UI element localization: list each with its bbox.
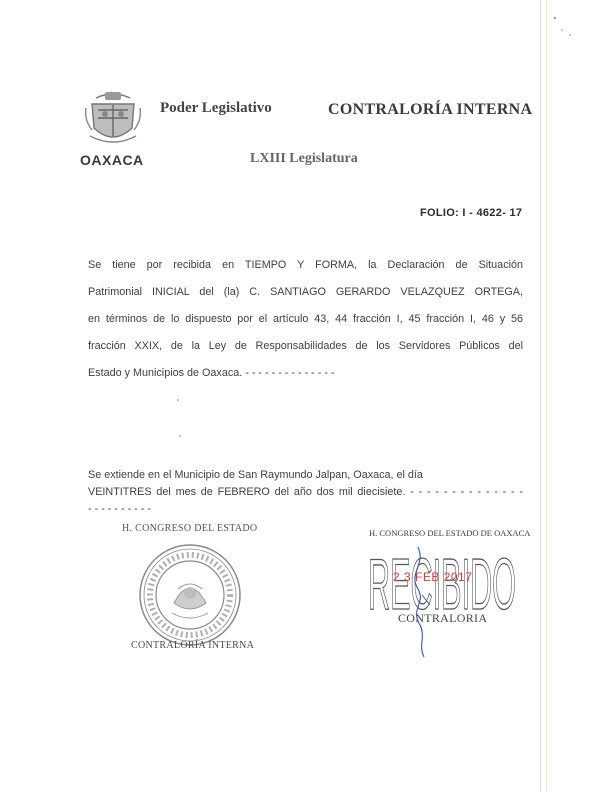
folio-number: FOLIO: I - 4622- 17	[420, 207, 523, 219]
paragraph-line: Se extiende en el Municipio de San Raymundo Jalpan, Oaxaca, el día	[88, 469, 423, 481]
received-date: 2 3 FEB 2017	[393, 570, 473, 584]
logo-label: OAXACA	[80, 152, 144, 168]
paragraph-line: Estado y Municipios de Oaxaca. - - - - - - - - - - - - - -	[88, 367, 335, 379]
legislature-subtitle: LXIII Legislatura	[250, 151, 358, 166]
paragraph-line: Se tiene por recibida en TIEMPO Y FORMA, la Declaración de Situación	[88, 259, 523, 271]
paragraph-line: VEINTITRES del mes de FEBRERO del año dos mil diecisiete. - - - - - - - - - - - - - -	[88, 486, 523, 498]
seal-footer: CONTRALORÍA INTERNA	[131, 640, 255, 651]
paragraph-line: Patrimonial INICIAL del (la) C. SANTIAGO GERARDO VELAZQUEZ ORTEGA,	[88, 286, 523, 298]
paragraph-line: - - - - - - - - - -	[88, 503, 151, 515]
received-stamp-header: H. CONGRESO DEL ESTADO DE OAXACA	[369, 528, 531, 538]
seal-header: H. CONGRESO DEL ESTADO	[122, 523, 258, 534]
received-stamp-word: RECIBIDO	[368, 545, 516, 615]
received-stamp-footer: CONTRALORIA	[398, 611, 488, 625]
institution-title: Poder Legislativo	[160, 100, 272, 116]
department-title: CONTRALORÍA INTERNA	[328, 101, 533, 118]
paragraph-line: fracción XXIX, de la Ley de Responsabilidades de los Servidores Públicos del	[88, 340, 523, 352]
paragraph-line: en términos de lo dispuesto por el artículo 43, 44 fracción I, 45 fracción I, 46 y 56	[88, 313, 523, 325]
